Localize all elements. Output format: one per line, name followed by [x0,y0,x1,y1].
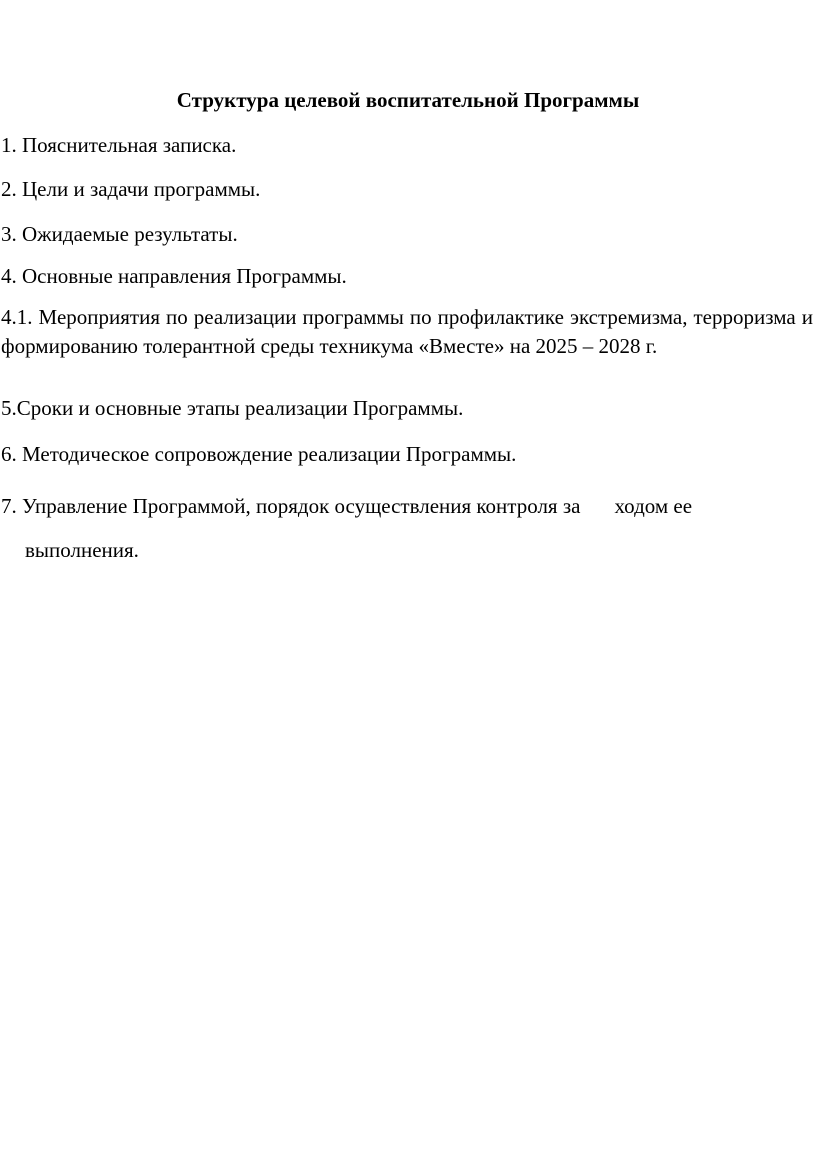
toc-item-1: 1. Пояснительная записка. [1,133,237,157]
toc-item-5: 5.Сроки и основные этапы реализации Программы. [1,396,464,420]
toc-item-7-continuation: выполнения. [25,538,139,562]
toc-item-6: 6. Методическое сопровождение реализации Программы. [1,442,517,466]
toc-item-2: 2. Цели и задачи программы. [1,177,261,201]
toc-item-3: 3. Ожидаемые результаты. [1,222,238,246]
document-title: Структура целевой воспитательной Программы [176,88,640,112]
toc-item-7-part-2: ходом ее [614,494,693,518]
toc-item-4-1: 4.1. Мероприятия по реализации программы по профилактике экстремизма, терроризма и формированию толерантной среды техникума «Вместе» на 2025 – 2028 г. [1,305,813,358]
toc-item-4: 4. Основные направления Программы. [1,264,347,288]
toc-item-7 [1,484,781,572]
toc-item-7-part-1: 7. Управление Программой, порядок осуществления контроля за [1,494,581,518]
